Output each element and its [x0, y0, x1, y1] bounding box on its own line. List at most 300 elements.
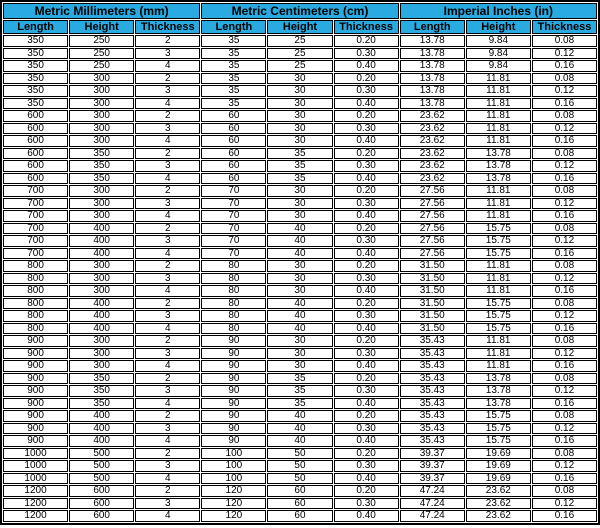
table-cell: 3 — [135, 348, 200, 360]
table-cell: 0.30 — [334, 348, 399, 360]
table-cell: 2 — [135, 298, 200, 310]
table-row — [3, 160, 597, 172]
table-cell: 35 — [201, 85, 266, 97]
table-row — [3, 373, 597, 385]
table-cell: 60 — [201, 123, 266, 135]
table-row — [3, 35, 597, 47]
table-cell: 0.30 — [334, 123, 399, 135]
table-cell: 23.62 — [400, 110, 465, 122]
table-cell: 0.40 — [334, 135, 399, 147]
table-cell: 0.16 — [532, 360, 597, 372]
table-cell: 80 — [201, 323, 266, 335]
table-cell: 2 — [135, 110, 200, 122]
table-cell: 300 — [69, 210, 134, 222]
table-cell: 40 — [267, 410, 332, 422]
table-cell: 30 — [267, 348, 332, 360]
table-cell: 35 — [267, 148, 332, 160]
table-cell: 900 — [3, 398, 68, 410]
table-cell: 47.24 — [400, 498, 465, 510]
table-cell: 80 — [201, 260, 266, 272]
table-cell: 0.12 — [532, 85, 597, 97]
table-cell: 0.30 — [334, 460, 399, 472]
table-row — [3, 98, 597, 110]
table-cell: 120 — [201, 498, 266, 510]
table-cell: 0.08 — [532, 223, 597, 235]
table-cell: 60 — [201, 110, 266, 122]
table-cell: 300 — [69, 360, 134, 372]
table-cell: 35 — [267, 385, 332, 397]
table-cell: 500 — [69, 460, 134, 472]
table-cell: 0.40 — [334, 510, 399, 522]
table-cell: 0.08 — [532, 148, 597, 160]
table-cell: 23.62 — [400, 148, 465, 160]
table-cell: 0.16 — [532, 510, 597, 522]
table-cell: 1200 — [3, 498, 68, 510]
table-cell: 35 — [201, 98, 266, 110]
table-cell: 30 — [267, 73, 332, 85]
table-cell: 70 — [201, 185, 266, 197]
table-cell: 15.75 — [466, 235, 531, 247]
table-cell: 80 — [201, 298, 266, 310]
table-row — [3, 285, 597, 297]
table-cell: 2 — [135, 373, 200, 385]
table-cell: 0.20 — [334, 335, 399, 347]
table-cell: 13.78 — [400, 35, 465, 47]
table-cell: 13.78 — [400, 85, 465, 97]
table-cell: 0.12 — [532, 273, 597, 285]
table-cell: 35.43 — [400, 348, 465, 360]
table-cell: 600 — [3, 135, 68, 147]
table-cell: 0.12 — [532, 385, 597, 397]
table-cell: 40 — [267, 323, 332, 335]
table-cell: 400 — [69, 235, 134, 247]
table-cell: 0.12 — [532, 198, 597, 210]
table-cell: 15.75 — [466, 423, 531, 435]
table-cell: 700 — [3, 185, 68, 197]
table-cell: 2 — [135, 185, 200, 197]
table-cell: 30 — [267, 85, 332, 97]
table-cell: 9.84 — [466, 60, 531, 72]
column-header-mm-thickness: Thickness — [135, 20, 200, 34]
table-cell: 600 — [3, 110, 68, 122]
table-cell: 47.24 — [400, 510, 465, 522]
section-header-imperial-in: Imperial Inches (in) — [400, 3, 597, 19]
table-cell: 40 — [267, 435, 332, 447]
table-cell: 4 — [135, 323, 200, 335]
table-cell: 13.78 — [466, 173, 531, 185]
table-cell: 0.12 — [532, 160, 597, 172]
table-cell: 0.20 — [334, 410, 399, 422]
table-cell: 40 — [267, 235, 332, 247]
table-cell: 0.16 — [532, 248, 597, 260]
table-cell: 0.30 — [334, 385, 399, 397]
table-cell: 11.81 — [466, 185, 531, 197]
table-cell: 3 — [135, 48, 200, 60]
table-cell: 900 — [3, 423, 68, 435]
table-cell: 23.62 — [400, 160, 465, 172]
table-cell: 0.40 — [334, 360, 399, 372]
table-cell: 60 — [267, 510, 332, 522]
table-cell: 800 — [3, 298, 68, 310]
table-cell: 90 — [201, 410, 266, 422]
table-cell: 30 — [267, 185, 332, 197]
table-cell: 0.20 — [334, 35, 399, 47]
table-cell: 4 — [135, 173, 200, 185]
table-row — [3, 60, 597, 72]
table-cell: 0.20 — [334, 260, 399, 272]
table-cell: 400 — [69, 323, 134, 335]
table-row — [3, 210, 597, 222]
table-cell: 300 — [69, 73, 134, 85]
table-cell: 30 — [267, 198, 332, 210]
table-cell: 1200 — [3, 510, 68, 522]
table-cell: 800 — [3, 323, 68, 335]
section-header-metric-mm: Metric Millimeters (mm) — [3, 3, 200, 19]
table-cell: 3 — [135, 310, 200, 322]
table-cell: 30 — [267, 360, 332, 372]
table-cell: 3 — [135, 273, 200, 285]
table-cell: 19.69 — [466, 473, 531, 485]
table-cell: 350 — [69, 398, 134, 410]
table-cell: 30 — [267, 335, 332, 347]
table-cell: 350 — [69, 173, 134, 185]
table-cell: 90 — [201, 423, 266, 435]
table-cell: 4 — [135, 248, 200, 260]
table-cell: 31.50 — [400, 310, 465, 322]
table-cell: 600 — [3, 173, 68, 185]
table-cell: 0.20 — [334, 373, 399, 385]
table-cell: 2 — [135, 73, 200, 85]
table-cell: 0.30 — [334, 235, 399, 247]
table-cell: 11.81 — [466, 110, 531, 122]
table-cell: 31.50 — [400, 323, 465, 335]
table-cell: 30 — [267, 273, 332, 285]
table-cell: 40 — [267, 298, 332, 310]
table-row — [3, 135, 597, 147]
table-row — [3, 410, 597, 422]
table-cell: 35.43 — [400, 335, 465, 347]
table-cell: 90 — [201, 435, 266, 447]
table-cell: 0.20 — [334, 485, 399, 497]
table-cell: 300 — [69, 335, 134, 347]
table-cell: 1000 — [3, 473, 68, 485]
table-row — [3, 310, 597, 322]
table-cell: 2 — [135, 410, 200, 422]
table-cell: 35.43 — [400, 373, 465, 385]
table-cell: 0.12 — [532, 348, 597, 360]
table-cell: 600 — [3, 160, 68, 172]
table-cell: 4 — [135, 398, 200, 410]
table-cell: 15.75 — [466, 310, 531, 322]
table-cell: 25 — [267, 60, 332, 72]
table-cell: 300 — [69, 123, 134, 135]
table-cell: 31.50 — [400, 273, 465, 285]
table-cell: 0.20 — [334, 148, 399, 160]
table-cell: 4 — [135, 135, 200, 147]
table-cell: 400 — [69, 423, 134, 435]
table-cell: 31.50 — [400, 260, 465, 272]
table-row — [3, 110, 597, 122]
table-cell: 2 — [135, 148, 200, 160]
table-row — [3, 435, 597, 447]
table-cell: 0.40 — [334, 210, 399, 222]
table-cell: 70 — [201, 223, 266, 235]
table-cell: 500 — [69, 473, 134, 485]
table-cell: 35.43 — [400, 410, 465, 422]
table-cell: 31.50 — [400, 298, 465, 310]
table-cell: 0.30 — [334, 198, 399, 210]
table-cell: 0.08 — [532, 110, 597, 122]
table-row — [3, 423, 597, 435]
table-row — [3, 298, 597, 310]
table-body — [3, 35, 597, 522]
table-cell: 4 — [135, 98, 200, 110]
table-cell: 250 — [69, 35, 134, 47]
table-cell: 0.16 — [532, 135, 597, 147]
table-cell: 40 — [267, 310, 332, 322]
table-cell: 0.08 — [532, 298, 597, 310]
table-cell: 19.69 — [466, 460, 531, 472]
table-cell: 15.75 — [466, 223, 531, 235]
table-cell: 300 — [69, 198, 134, 210]
table-cell: 0.20 — [334, 223, 399, 235]
table-cell: 11.81 — [466, 135, 531, 147]
table-cell: 13.78 — [466, 385, 531, 397]
table-cell: 100 — [201, 473, 266, 485]
table-cell: 0.08 — [532, 260, 597, 272]
table-row — [3, 173, 597, 185]
table-cell: 0.12 — [532, 123, 597, 135]
table-cell: 250 — [69, 48, 134, 60]
table-cell: 0.08 — [532, 335, 597, 347]
table-cell: 0.30 — [334, 160, 399, 172]
table-row — [3, 385, 597, 397]
table-cell: 400 — [69, 310, 134, 322]
table-cell: 0.08 — [532, 373, 597, 385]
table-cell: 13.78 — [466, 398, 531, 410]
table-cell: 35.43 — [400, 423, 465, 435]
table-cell: 0.16 — [532, 323, 597, 335]
table-cell: 11.81 — [466, 273, 531, 285]
table-cell: 11.81 — [466, 348, 531, 360]
table-cell: 0.12 — [532, 498, 597, 510]
table-cell: 35.43 — [400, 435, 465, 447]
table-cell: 30 — [267, 123, 332, 135]
table-cell: 30 — [267, 110, 332, 122]
table-cell: 19.69 — [466, 448, 531, 460]
table-cell: 3 — [135, 460, 200, 472]
table-cell: 15.75 — [466, 298, 531, 310]
table-cell: 25 — [267, 35, 332, 47]
table-cell: 350 — [69, 148, 134, 160]
table-cell: 400 — [69, 435, 134, 447]
table-row — [3, 485, 597, 497]
table-cell: 9.84 — [466, 35, 531, 47]
table-cell: 35.43 — [400, 360, 465, 372]
table-cell: 0.08 — [532, 485, 597, 497]
table-cell: 39.37 — [400, 473, 465, 485]
table-cell: 35.43 — [400, 398, 465, 410]
table-cell: 47.24 — [400, 485, 465, 497]
table-row — [3, 223, 597, 235]
table-cell: 800 — [3, 273, 68, 285]
table-cell: 9.84 — [466, 48, 531, 60]
table-cell: 0.08 — [532, 73, 597, 85]
table-cell: 11.81 — [466, 285, 531, 297]
table-cell: 15.75 — [466, 435, 531, 447]
table-cell: 900 — [3, 435, 68, 447]
table-cell: 31.50 — [400, 285, 465, 297]
table-cell: 300 — [69, 85, 134, 97]
table-cell: 25 — [267, 48, 332, 60]
table-cell: 900 — [3, 385, 68, 397]
table-cell: 800 — [3, 285, 68, 297]
table-cell: 900 — [3, 360, 68, 372]
table-row — [3, 85, 597, 97]
table-cell: 300 — [69, 348, 134, 360]
table-cell: 35 — [267, 160, 332, 172]
table-cell: 35 — [267, 373, 332, 385]
table-cell: 350 — [3, 85, 68, 97]
table-row — [3, 73, 597, 85]
table-cell: 39.37 — [400, 448, 465, 460]
table-cell: 0.08 — [532, 185, 597, 197]
table-cell: 0.08 — [532, 410, 597, 422]
table-cell: 0.12 — [532, 235, 597, 247]
column-header-in-thickness: Thickness — [532, 20, 597, 34]
table-cell: 4 — [135, 285, 200, 297]
table-cell: 13.78 — [466, 160, 531, 172]
table-cell: 50 — [267, 473, 332, 485]
table-cell: 0.16 — [532, 285, 597, 297]
table-cell: 90 — [201, 348, 266, 360]
table-cell: 23.62 — [466, 498, 531, 510]
table-cell: 70 — [201, 198, 266, 210]
table-cell: 350 — [3, 48, 68, 60]
table-row — [3, 323, 597, 335]
table-row — [3, 473, 597, 485]
table-cell: 60 — [201, 160, 266, 172]
table-cell: 39.37 — [400, 460, 465, 472]
table-cell: 60 — [201, 173, 266, 185]
table-cell: 400 — [69, 410, 134, 422]
table-cell: 90 — [201, 360, 266, 372]
table-cell: 700 — [3, 198, 68, 210]
table-cell: 900 — [3, 335, 68, 347]
table-cell: 27.56 — [400, 235, 465, 247]
table-cell: 0.40 — [334, 285, 399, 297]
table-cell: 1200 — [3, 485, 68, 497]
table-cell: 13.78 — [400, 48, 465, 60]
table-cell: 11.81 — [466, 73, 531, 85]
table-cell: 400 — [69, 298, 134, 310]
section-header-row — [3, 3, 597, 19]
table-row — [3, 360, 597, 372]
table-cell: 15.75 — [466, 410, 531, 422]
table-cell: 0.16 — [532, 60, 597, 72]
table-cell: 0.20 — [334, 298, 399, 310]
table-cell: 350 — [3, 35, 68, 47]
table-row — [3, 235, 597, 247]
table-cell: 300 — [69, 273, 134, 285]
table-cell: 250 — [69, 60, 134, 72]
table-cell: 60 — [201, 148, 266, 160]
table-cell: 700 — [3, 248, 68, 260]
table-cell: 2 — [135, 35, 200, 47]
table-cell: 1000 — [3, 448, 68, 460]
table-cell: 350 — [3, 98, 68, 110]
table-cell: 3 — [135, 85, 200, 97]
table-cell: 13.78 — [400, 98, 465, 110]
table-cell: 0.20 — [334, 448, 399, 460]
table-cell: 300 — [69, 185, 134, 197]
table-cell: 23.62 — [400, 135, 465, 147]
table-cell: 0.12 — [532, 460, 597, 472]
table-cell: 0.40 — [334, 248, 399, 260]
table-cell: 4 — [135, 510, 200, 522]
table-cell: 0.30 — [334, 498, 399, 510]
table-cell: 30 — [267, 260, 332, 272]
table-cell: 300 — [69, 260, 134, 272]
table-cell: 300 — [69, 285, 134, 297]
table-cell: 0.30 — [334, 85, 399, 97]
column-header-cm-length: Length — [201, 20, 266, 34]
table-cell: 300 — [69, 135, 134, 147]
table-row — [3, 273, 597, 285]
table-cell: 700 — [3, 210, 68, 222]
table-cell: 11.81 — [466, 85, 531, 97]
table-cell: 0.30 — [334, 423, 399, 435]
table-cell: 30 — [267, 210, 332, 222]
table-cell: 120 — [201, 485, 266, 497]
table-cell: 2 — [135, 448, 200, 460]
table-cell: 350 — [69, 373, 134, 385]
table-cell: 0.12 — [532, 423, 597, 435]
table-cell: 900 — [3, 410, 68, 422]
table-cell: 11.81 — [466, 123, 531, 135]
table-row — [3, 348, 597, 360]
table-cell: 0.30 — [334, 273, 399, 285]
table-cell: 30 — [267, 98, 332, 110]
table-cell: 60 — [267, 485, 332, 497]
table-cell: 0.40 — [334, 173, 399, 185]
table-cell: 3 — [135, 235, 200, 247]
table-cell: 3 — [135, 198, 200, 210]
table-cell: 70 — [201, 235, 266, 247]
table-cell: 600 — [69, 485, 134, 497]
table-cell: 2 — [135, 260, 200, 272]
table-row — [3, 448, 597, 460]
table-cell: 27.56 — [400, 248, 465, 260]
table-cell: 90 — [201, 373, 266, 385]
table-cell: 35 — [201, 73, 266, 85]
table-cell: 35 — [267, 398, 332, 410]
table-cell: 35.43 — [400, 385, 465, 397]
table-cell: 4 — [135, 435, 200, 447]
table-row — [3, 48, 597, 60]
table-cell: 0.16 — [532, 398, 597, 410]
table-cell: 80 — [201, 273, 266, 285]
table-cell: 0.20 — [334, 73, 399, 85]
table-cell: 0.16 — [532, 435, 597, 447]
table-cell: 27.56 — [400, 198, 465, 210]
table-cell: 1000 — [3, 460, 68, 472]
table-cell: 100 — [201, 460, 266, 472]
table-cell: 500 — [69, 448, 134, 460]
column-header-cm-thickness: Thickness — [334, 20, 399, 34]
table-cell: 350 — [69, 385, 134, 397]
table-cell: 60 — [201, 135, 266, 147]
